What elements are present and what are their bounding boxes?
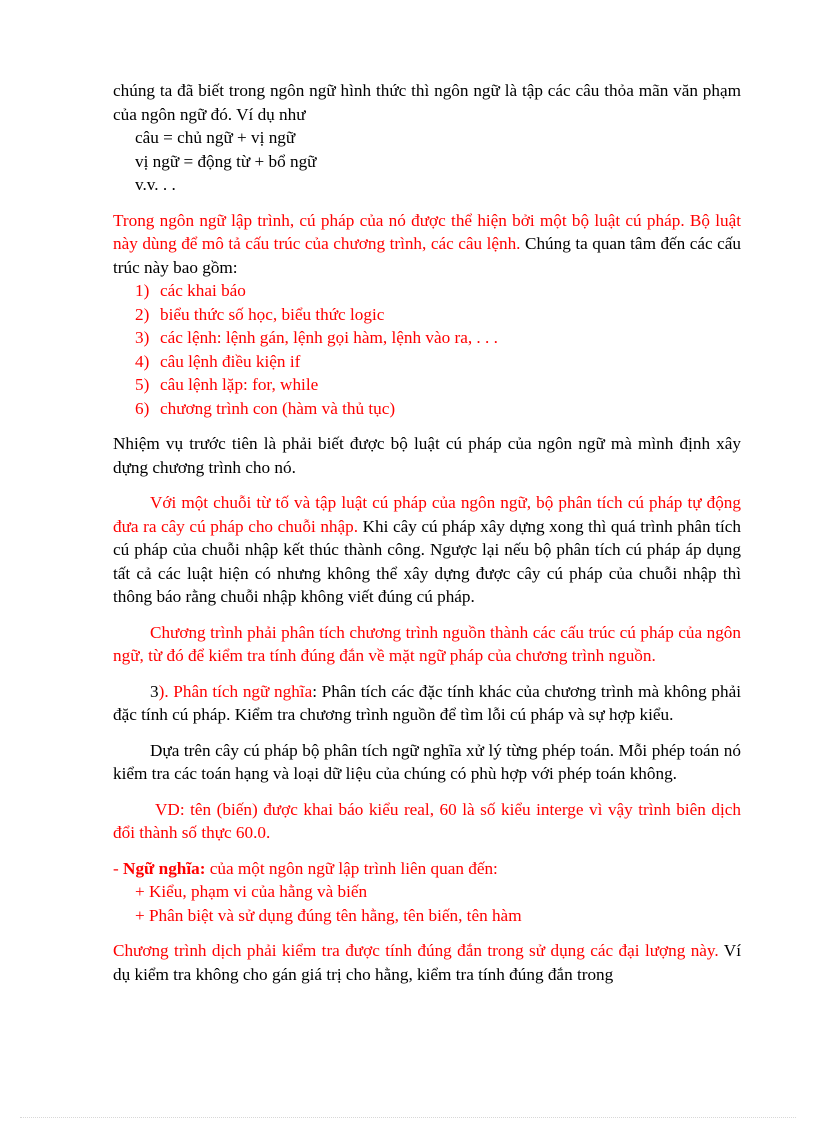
example-paragraph: VD: tên (biến) được khai báo kiểu real, 60 là số kiểu interge vì vậy trình biên dịch đổi thành số thực 60.0. [113,799,741,842]
list-item: 3) các lệnh: lệnh gán, lệnh gọi hàm, lệnh vào ra, . . . [135,328,498,347]
list-item: 2) biểu thức số học, biểu thức logic [135,304,385,324]
list-item: 4) câu lệnh điều kiện if [135,351,301,371]
parser-highlight: Với một chuỗi từ tố và tập luật cú pháp của ngôn ngữ, bộ phân tích cú pháp tự động đưa ra cây cú pháp cho chuỗi nhập. [113,493,741,536]
syntax-rest: Chúng ta quan tâm đến các cấu trúc này bao gồm: [113,234,742,277]
list-item: 1) các khai báo [135,281,246,300]
syntax-highlight: Trong ngôn ngữ lập trình, cú pháp của nó được thể hiện bởi một bộ luật cú pháp. Bộ luật này dùng để mô tả cấu trúc của chương trình, các câu lệnh. [113,210,741,253]
list-item: 6) chương trình con (hàm và thủ tục) [135,398,396,418]
tree-paragraph: Dựa trên cây cú pháp bộ phân tích ngữ nghĩa xử lý từng phép toán. Mỗi phép toán nó kiểm tra các toán hạng và loại dữ liệu của chúng có phù hợp với phép toán không. [113,740,741,783]
example-line-2: vị ngữ = động từ + bổ ngữ [135,151,317,171]
meaning-title: Ngữ nghĩa: [123,858,206,878]
meaning-dash: - [113,858,124,878]
closing-paragraph [113,939,741,986]
parser-paragraph [113,491,741,609]
example-line-1: câu = chủ ngữ + vị ngữ [135,128,296,147]
list-item: 5) câu lệnh lặp: for, while [135,375,319,394]
parser-rest: Khi cây cú pháp xây dựng xong thì quá trình phân tích cú pháp của chuỗi nhập kết thúc thành công. Ngược lại nếu bộ phân tích cú pháp áp dụng tất cả các luật hiện có nhưng không thể xây dựng được cây cú pháp của chuỗi nhập thì thông báo rằng chuỗi nhập không viết đúng cú pháp. [113,516,741,606]
closing-highlight: Chương trình dịch phải kiểm tra được tính đúng đắn trong sử dụng các đại lượng này. [113,941,719,960]
page-bottom-divider [20,1117,796,1118]
document-page [113,79,741,986]
semantic-paragraph [113,680,741,727]
meaning-paragraph [113,857,741,881]
program-paragraph: Chương trình phải phân tích chương trình nguồn thành các cấu trúc cú pháp của ngôn ngữ, từ đó để kiểm tra tính đúng đắn về mặt ngữ pháp của chương trình nguồn. [113,622,741,665]
syntax-structure-list [113,279,741,420]
syntax-paragraph [113,209,741,280]
section-number: 3 [150,681,159,701]
semantic-rest: : Phân tích các đặc tính khác của chương trình mà không phải đặc tính cú pháp. Kiểm tra chương trình nguồn để tìm lỗi cú pháp và sự hợp kiểu. [113,681,742,724]
intro-paragraph: chúng ta đã biết trong ngôn ngữ hình thức thì ngôn ngữ là tập các câu thỏa mãn văn phạm của ngôn ngữ đó. Ví dụ như [113,81,741,124]
meaning-item-2: + Phân biệt và sử dụng đúng tên hằng, tên biến, tên hàm [135,905,522,925]
meaning-item-1: + Kiểu, phạm vi của hằng và biến [135,882,368,901]
meaning-text: của một ngôn ngữ lập trình liên quan đến: [205,858,498,878]
closing-rest: Ví dụ kiểm tra không cho gán giá trị cho hằng, kiểm tra tính đúng đắn trong [113,941,741,984]
task-paragraph: Nhiệm vụ trước tiên là phải biết được bộ luật cú pháp của ngôn ngữ mà mình định xây dựng chương trình cho nó. [113,434,741,477]
example-line-3: v.v. . . [135,175,176,194]
semantic-title: ). Phân tích ngữ nghĩa [158,681,313,701]
